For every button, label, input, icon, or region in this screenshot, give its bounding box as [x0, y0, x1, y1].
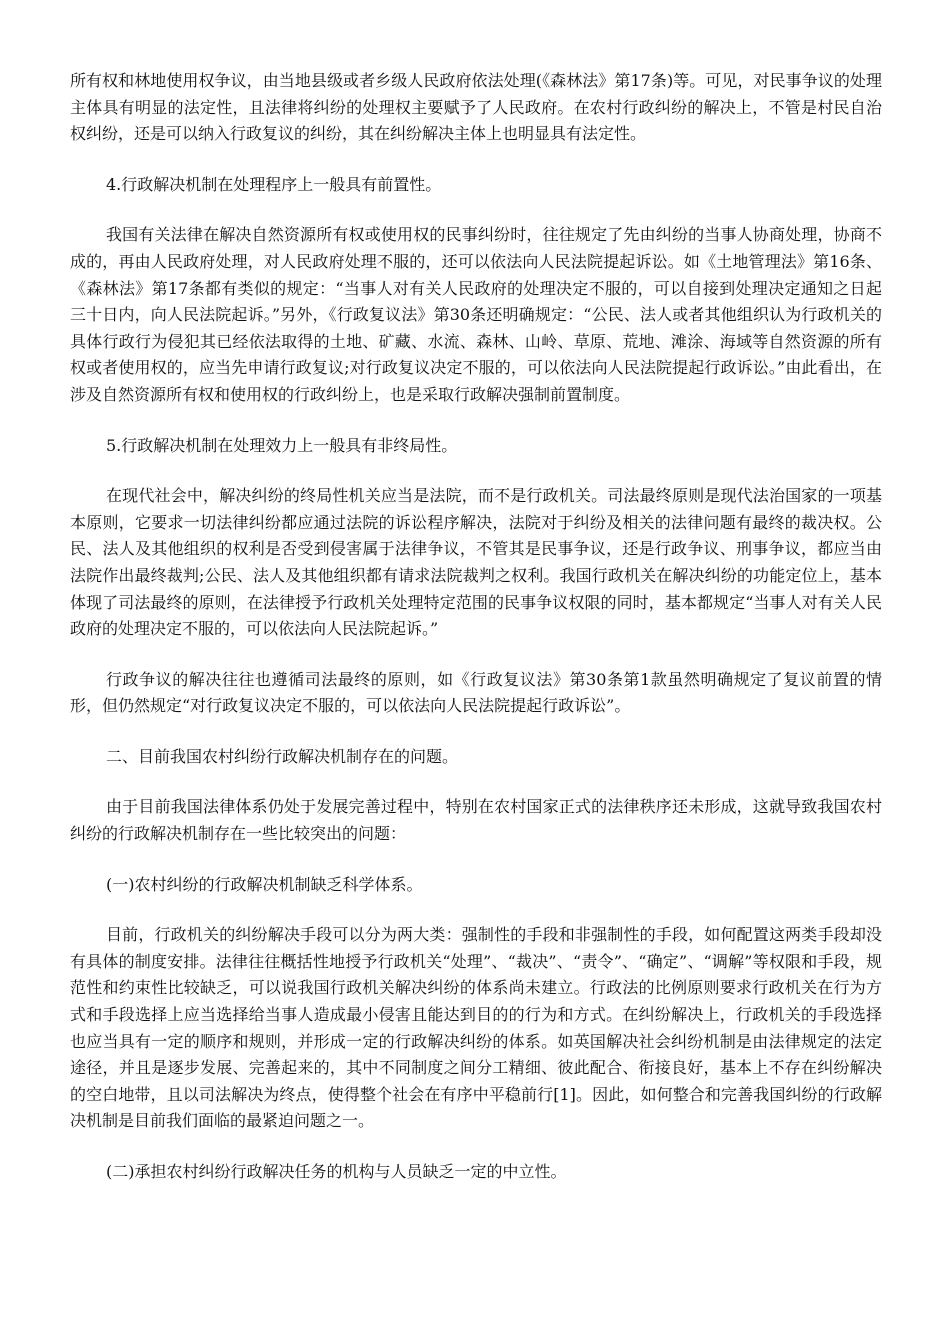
- section-heading-4: 4.行政解决机制在处理程序上一般具有前置性。: [106, 174, 442, 194]
- paragraph: 在现代社会中，解决纠纷的终局性机关应当是法院，而不是行政机关。司法最终原则是现代法治国家的一项基本原则，它要求一切法律纠纷都应通过法院的诉讼程序解决，法院对于纠纷及相关的法律问题有最终的裁决权。公民、法人及其他组织的权利是否受到侵害属于法律争议，不管其是民事争议，还是行政争议、刑事争议，都应当由法院作出最终裁判;公民、法人及其他组织都有请求法院裁判之权利。我国行政机关在解决纠纷的功能定位上，基本体现了司法最终的原则，在法律授予行政机关处理特定范围的民事争议权限的同时，基本都规定“当事人对有关人民政府的处理决定不服的，可以依法向人民法院起诉。”: [70, 486, 882, 639]
- paragraph: 由于目前我国法律体系仍处于发展完善过程中，特别在农村国家正式的法律秩序还未形成，这就导致我国农村纠纷的行政解决机制存在一些比较突出的问题：: [70, 797, 882, 844]
- paragraph-continued: 所有权和林地使用权争议，由当地县级或者乡级人民政府依法处理(《森林法》第17条)等。可见，对民事争议的处理主体具有明显的法定性，且法律将纠纷的处理权主要赋予了人民政府。在农村行政纠纷的解决上，不管是村民自治权纠纷，还是可以纳入行政复议的纠纷，其在纠纷解决主体上也明显具有法定性。: [70, 71, 882, 144]
- section-heading-5: 5.行政解决机制在处理效力上一般具有非终局性。: [106, 435, 458, 455]
- paragraph: 我国有关法律在解决自然资源所有权或使用权的民事纠纷时，往往规定了先由纠纷的当事人协商处理，协商不成的，再由人民政府处理，对人民政府处理不服的，还可以依法向人民法院提起诉讼。如《土地管理法》第16条、《森林法》第17条都有类似的规定：“当事人对有关人民政府的处理决定不服的，可以自接到处理决定通知之日起三十日内，向人民法院起诉。”另外，《行政复议法》第30条还明确规定：“公民、法人或者其他组织认为行政机关的具体行政行为侵犯其已经依法取得的土地、矿藏、水流、森林、山岭、草原、荒地、滩涂、海域等自然资源的所有权或者使用权的，应当先申请行政复议;对行政复议决定不服的，可以依法向人民法院提起行政诉讼。”由此看出，在涉及自然资源所有权和使用权的行政纠纷上，也是采取行政解决强制前置制度。: [70, 225, 882, 404]
- section-heading-2: 二、目前我国农村纠纷行政解决机制存在的问题。: [106, 746, 459, 766]
- paragraph: 目前，行政机关的纠纷解决手段可以分为两大类：强制性的手段和非强制性的手段，如何配置这两类手段却没有具体的制度安排。法律往往概括性地授予行政机关“处理”、“裁决”、“责令”、“确定”、“调解”等权限和手段，规范性和约束性比较缺乏，可以说我国行政机关解决纠纷的体系尚未建立。行政法的比例原则要求行政机关在行为方式和手段选择上应当选择给当事人造成最小侵害且能达到目的的行为和方式。在纠纷解决上，行政机关的手段选择也应当具有一定的顺序和规则，并形成一定的行政解决纠纷的体系。如英国解决社会纠纷机制是由法律规定的法定途径，并且是逐步发展、完善起来的，其中不同制度之间分工精细、彼此配合、衔接良好，基本上不存在纠纷解决的空白地带，且以司法解决为终点，使得整个社会在有序中平稳前行[1]。因此，如何整合和完善我国纠纷的行政解决机制是目前我们面临的最紧迫问题之一。: [70, 925, 882, 1131]
- subsection-heading-1: (一)农村纠纷的行政解决机制缺乏科学体系。: [106, 874, 423, 894]
- paragraph: 行政争议的解决往往也遵循司法最终的原则，如《行政复议法》第30条第1款虽然明确规定了复议前置的情形，但仍然规定“对行政复议决定不服的，可以依法向人民法院提起行政诉讼”。: [70, 669, 882, 716]
- document-body: [70, 68, 882, 1210]
- subsection-heading-2: (二)承担农村纠纷行政解决任务的机构与人员缺乏一定的中立性。: [106, 1162, 567, 1181]
